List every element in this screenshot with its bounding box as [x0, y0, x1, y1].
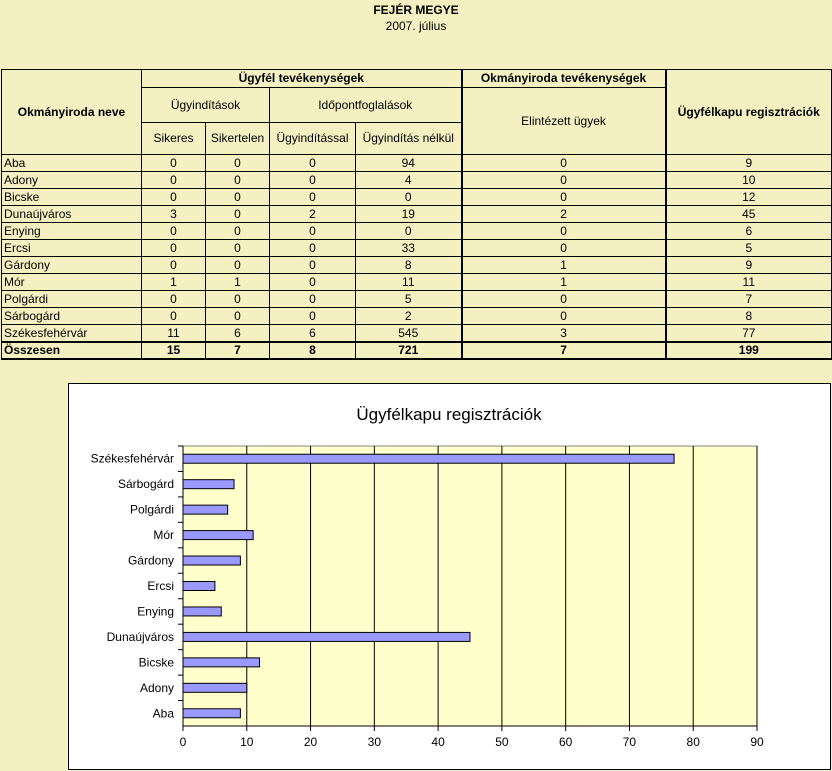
cell-ugyfelkapu: 6 [666, 223, 832, 240]
cell-nelkul: 4 [356, 172, 462, 189]
cell-ugyinditassal: 0 [270, 189, 356, 206]
y-category-label: Adony [139, 680, 174, 695]
table-row [2, 172, 832, 189]
y-category-label: Bicske [138, 655, 174, 670]
total-ugyinditassal: 8 [270, 342, 356, 359]
table-row [2, 308, 832, 325]
cell-nelkul: 0 [356, 189, 462, 206]
table-row [2, 325, 832, 343]
bar [183, 505, 228, 514]
cell-sikertelen: 0 [206, 223, 270, 240]
cell-sikertelen: 0 [206, 240, 270, 257]
table-row [2, 155, 832, 172]
cell-sikeres: 0 [142, 172, 206, 189]
cell-ugyfelkapu: 11 [666, 274, 832, 291]
y-category-label: Ercsi [147, 579, 174, 593]
cell-sikeres: 0 [142, 308, 206, 325]
cell-elintezett: 2 [462, 206, 666, 223]
cell-ugyfelkapu: 8 [666, 308, 832, 325]
cell-sikertelen: 0 [206, 189, 270, 206]
table-row [2, 274, 832, 291]
office-name-cell: Adony [2, 172, 142, 189]
statistics-table [1, 69, 832, 360]
bar [183, 531, 253, 540]
cell-nelkul: 0 [356, 223, 462, 240]
cell-sikertelen: 0 [206, 172, 270, 189]
x-tick-label: 90 [750, 735, 764, 749]
header-sikeres: Sikeres [142, 123, 206, 155]
x-tick-label: 50 [495, 735, 509, 749]
total-nelkul: 721 [356, 342, 462, 359]
total-label: Összesen [2, 342, 142, 359]
office-name-cell: Székesfehérvár [2, 325, 142, 343]
cell-nelkul: 11 [356, 274, 462, 291]
table-row [2, 206, 832, 223]
report-title: FEJÉR MEGYE [373, 3, 459, 17]
bar [183, 709, 240, 718]
cell-sikeres: 0 [142, 223, 206, 240]
cell-sikeres: 1 [142, 274, 206, 291]
cell-elintezett: 0 [462, 240, 666, 257]
cell-sikeres: 0 [142, 240, 206, 257]
header-office-activities: Okmányiroda tevékenységek [462, 70, 666, 88]
bar [183, 556, 240, 565]
x-tick-label: 70 [622, 735, 637, 749]
y-category-label: Sárbogárd [117, 477, 174, 492]
total-ugyfelkapu: 199 [666, 342, 832, 359]
cell-sikeres: 0 [142, 257, 206, 274]
header-ugyfelkapu: Ügyfélkapu regisztrációk [666, 70, 832, 155]
bar [183, 607, 221, 616]
header-elintezett: Elintézett ügyek [462, 88, 666, 155]
x-tick-label: 30 [367, 735, 382, 749]
plot-area [183, 446, 757, 726]
office-name-cell: Enying [2, 223, 142, 240]
cell-elintezett: 3 [462, 325, 666, 343]
cell-sikeres: 0 [142, 155, 206, 172]
cell-elintezett: 1 [462, 274, 666, 291]
x-tick-label: 0 [179, 735, 187, 749]
cell-nelkul: 33 [356, 240, 462, 257]
ugyfelkapu-bar-chart [69, 384, 830, 769]
header-ugyinditasok: Ügyindítások [142, 88, 270, 123]
cell-ugyfelkapu: 12 [666, 189, 832, 206]
cell-ugyfelkapu: 10 [666, 172, 832, 189]
table-row [2, 189, 832, 206]
cell-ugyinditassal: 0 [270, 240, 356, 257]
cell-nelkul: 8 [356, 257, 462, 274]
cell-ugyinditassal: 0 [270, 172, 356, 189]
table-row [2, 223, 832, 240]
office-name-cell: Mór [2, 274, 142, 291]
office-name-cell: Polgárdi [2, 291, 142, 308]
total-sikeres: 15 [142, 342, 206, 359]
cell-elintezett: 0 [462, 189, 666, 206]
cell-sikeres: 3 [142, 206, 206, 223]
cell-ugyinditassal: 0 [270, 308, 356, 325]
header-idopontfoglalasok: Időpontfoglalások [270, 88, 462, 123]
office-name-cell: Ercsi [2, 240, 142, 257]
cell-elintezett: 0 [462, 155, 666, 172]
cell-ugyfelkapu: 45 [666, 206, 832, 223]
cell-nelkul: 2 [356, 308, 462, 325]
cell-ugyinditassal: 2 [270, 206, 356, 223]
header-ugyinditas-nelkul: Ügyindítás nélkül [356, 123, 462, 155]
header-ugyinditassal: Ügyindítással [270, 123, 356, 155]
cell-ugyinditassal: 6 [270, 325, 356, 343]
y-category-label: Aba [152, 706, 174, 721]
cell-sikeres: 11 [142, 325, 206, 343]
bar [183, 658, 260, 667]
office-name-cell: Bicske [2, 189, 142, 206]
office-name-cell: Aba [2, 155, 142, 172]
cell-ugyinditassal: 0 [270, 257, 356, 274]
office-name-cell: Dunaújváros [2, 206, 142, 223]
office-name-cell: Gárdony [2, 257, 142, 274]
table-row [2, 240, 832, 257]
total-elintezett: 7 [462, 342, 666, 359]
cell-sikertelen: 6 [206, 325, 270, 343]
y-category-label: Gárdony [127, 553, 174, 568]
total-row [2, 342, 832, 359]
cell-elintezett: 0 [462, 172, 666, 189]
cell-ugyfelkapu: 5 [666, 240, 832, 257]
cell-elintezett: 1 [462, 257, 666, 274]
cell-sikeres: 0 [142, 291, 206, 308]
cell-sikertelen: 0 [206, 257, 270, 274]
table-row [2, 257, 832, 274]
header-office-name: Okmányiroda neve [2, 70, 142, 155]
cell-ugyfelkapu: 7 [666, 291, 832, 308]
bar [183, 632, 470, 641]
bar [183, 582, 215, 591]
header-sikertelen: Sikertelen [206, 123, 270, 155]
report-subtitle: 2007. július [385, 19, 447, 33]
chart-title: Ügyfélkapu regisztrációk [356, 405, 542, 424]
cell-sikertelen: 0 [206, 155, 270, 172]
cell-elintezett: 0 [462, 291, 666, 308]
cell-ugyinditassal: 0 [270, 274, 356, 291]
x-tick-label: 40 [431, 735, 445, 749]
cell-sikertelen: 0 [206, 206, 270, 223]
x-tick-label: 80 [686, 735, 700, 749]
cell-ugyfelkapu: 9 [666, 257, 832, 274]
y-category-label: Dunaújváros [106, 629, 174, 644]
cell-ugyinditassal: 0 [270, 155, 356, 172]
cell-sikeres: 0 [142, 189, 206, 206]
cell-sikertelen: 0 [206, 291, 270, 308]
bar [183, 480, 234, 489]
cell-elintezett: 0 [462, 223, 666, 240]
cell-elintezett: 0 [462, 308, 666, 325]
cell-ugyfelkapu: 9 [666, 155, 832, 172]
y-category-label: Polgárdi [129, 502, 174, 517]
y-category-label: Székesfehérvár [90, 451, 174, 466]
bar [183, 454, 674, 463]
cell-nelkul: 5 [356, 291, 462, 308]
cell-sikertelen: 1 [206, 274, 270, 291]
x-tick-label: 20 [303, 735, 318, 749]
cell-ugyfelkapu: 77 [666, 325, 832, 343]
x-tick-label: 60 [558, 735, 573, 749]
table-row [2, 291, 832, 308]
bar [183, 683, 247, 692]
cell-nelkul: 94 [356, 155, 462, 172]
cell-ugyinditassal: 0 [270, 291, 356, 308]
cell-nelkul: 19 [356, 206, 462, 223]
cell-ugyinditassal: 0 [270, 223, 356, 240]
y-category-label: Enying [137, 604, 174, 619]
cell-sikertelen: 0 [206, 308, 270, 325]
office-name-cell: Sárbogárd [2, 308, 142, 325]
y-category-label: Mór [153, 528, 174, 543]
total-sikertelen: 7 [206, 342, 270, 359]
cell-nelkul: 545 [356, 325, 462, 343]
x-tick-label: 10 [240, 735, 254, 749]
header-client-activities: Ügyfél tevékenységek [142, 70, 462, 88]
chart-frame [68, 383, 831, 770]
